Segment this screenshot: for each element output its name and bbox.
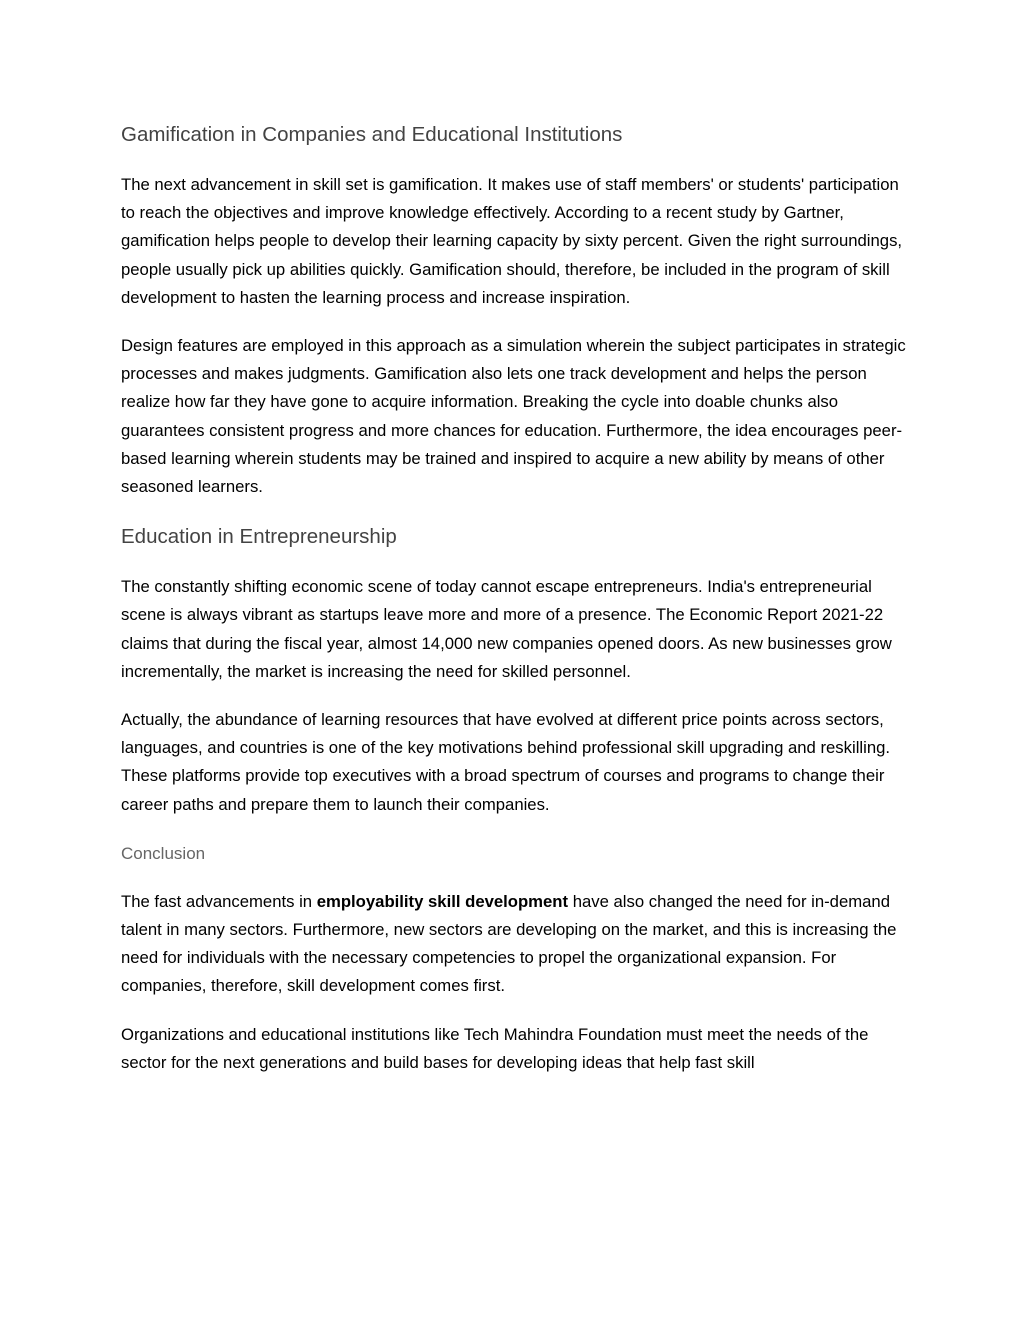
paragraph: Organizations and educational institutions like Tech Mahindra Foundation must meet the needs of the sector for the next generations and build bases for developing ideas that help fast skill (121, 1024, 869, 1072)
bold-phrase: employability skill development (316, 891, 569, 911)
paragraph: The constantly shifting economic scene of today cannot escape entrepreneurs. India's entrepreneurial scene is always vibrant as startups leave more and more of a presence. The Economic Report 2021-22 claims that during the fiscal year, almost 14,000 new companies opened doors. As new businesses grow incrementally, the market is increasing the need for skilled personnel. (121, 577, 892, 681)
paragraph (121, 888, 911, 1001)
paragraph: Actually, the abundance of learning resources that have evolved at different price points across sectors, languages, and countries is one of the key motivations behind professional skill upgrading and reskilling. These platforms provide top executives with a broad spectrum of courses and programs to change their career paths and prepare them to launch their companies. (121, 710, 891, 814)
paragraph: Design features are employed in this approach as a simulation wherein the subject participates in strategic processes and makes judgments. Gamification also lets one track development and helps the person realize how far they have gone to acquire information. Breaking the cycle into doable chunks also guarantees consistent progress and more chances for education. Furthermore, the idea encourages peer-based learning wherein students may be trained and inspired to acquire a new ability by means of other seasoned learners. (121, 336, 906, 497)
paragraph-text: The fast advancements in (121, 891, 317, 911)
section-heading-conclusion: Conclusion (121, 843, 206, 863)
document-body (121, 120, 911, 1077)
section-heading-gamification: Gamification in Companies and Educational Institutions (121, 123, 623, 146)
paragraph-text: have also changed the need for in-demand talent in many sectors. Furthermore, new sectors are developing on the market, and this is increasing the need for individuals with the necessary competencies to propel the organizational expansion. For companies, therefore, skill development comes first. (121, 891, 897, 996)
section-heading-entrepreneurship: Education in Entrepreneurship (121, 525, 397, 549)
paragraph: The next advancement in skill set is gamification. It makes use of staff members' or students' participation to reach the objectives and improve knowledge effectively. According to a recent study by Gartner, gamification helps people to develop their learning capacity by sixty percent. Given the right surroundings, people usually pick up abilities quickly. Gamification should, therefore, be included in the program of skill development to hasten the learning process and increase inspiration. (121, 175, 903, 307)
